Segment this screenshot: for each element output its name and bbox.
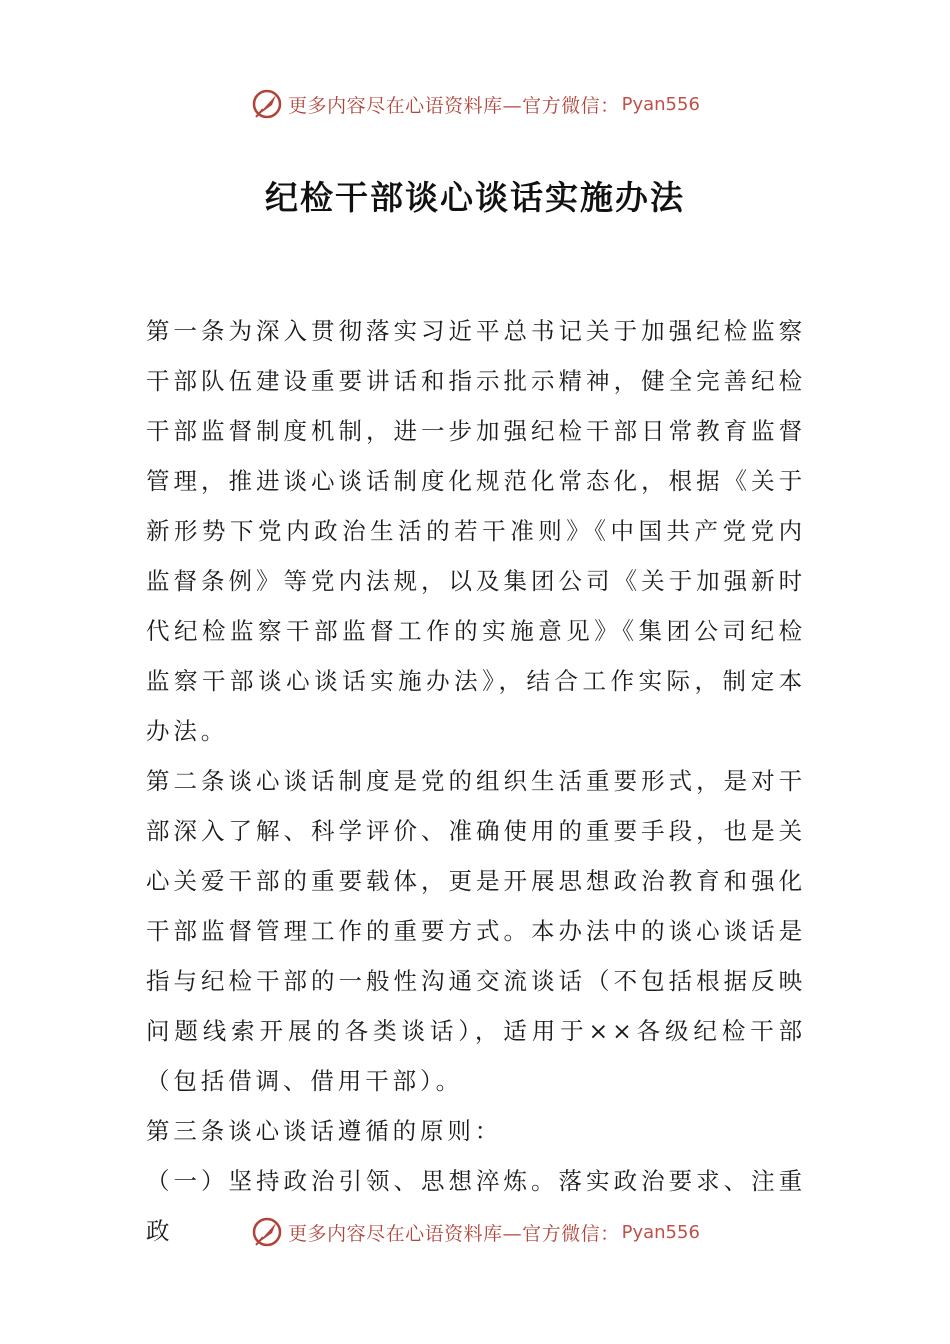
- document-title: 纪检干部谈心谈话实施办法: [265, 178, 685, 217]
- article-2-paragraph: 第二条谈心谈话制度是党的组织生活重要形式，是对干部深入了解、科学评价、准确使用的重要手段，也是关心关爱干部的重要载体，更是开展思想政治教育和强化干部监督管理工作的重要方式。本办法中的谈心谈话是指与纪检干部的一般性沟通交流谈话（不包括根据反映问题线索开展的各类谈话），适用于××各级纪检干部（包括借调、借用干部）。: [146, 767, 806, 1095]
- banner-text: 更多内容尽在心语资料库—官方微信：: [288, 94, 620, 117]
- header-watermark-banner: [0, 84, 950, 124]
- quill-logo-icon: [250, 87, 284, 121]
- banner-wechat-id: Pyan556: [621, 1221, 700, 1243]
- principle-1-paragraph: （一）坚持政治引领、思想淬炼。落实政治要求、注重政: [146, 1167, 806, 1245]
- document-body: [146, 306, 806, 1256]
- banner-wechat-id: Pyan556: [621, 93, 700, 115]
- article-3-paragraph: 第三条谈心谈话遵循的原则：: [146, 1117, 503, 1145]
- banner-text: 更多内容尽在心语资料库—官方微信：: [288, 1222, 620, 1245]
- quill-logo-icon: [250, 1215, 284, 1249]
- article-1-paragraph: 第一条为深入贯彻落实习近平总书记关于加强纪检监察干部队伍建设重要讲话和指示批示精神，健全完善纪检干部监督制度机制，进一步加强纪检干部日常教育监督管理，推进谈心谈话制度化规范化常态化，根据《关于新形势下党内政治生活的若干准则》《中国共产党党内监督条例》等党内法规，以及集团公司《关于加强新时代纪检监察干部监督工作的实施意见》《集团公司纪检监察干部谈心谈话实施办法》，结合工作实际，制定本办法。: [146, 317, 806, 745]
- footer-watermark-banner: [0, 1212, 950, 1252]
